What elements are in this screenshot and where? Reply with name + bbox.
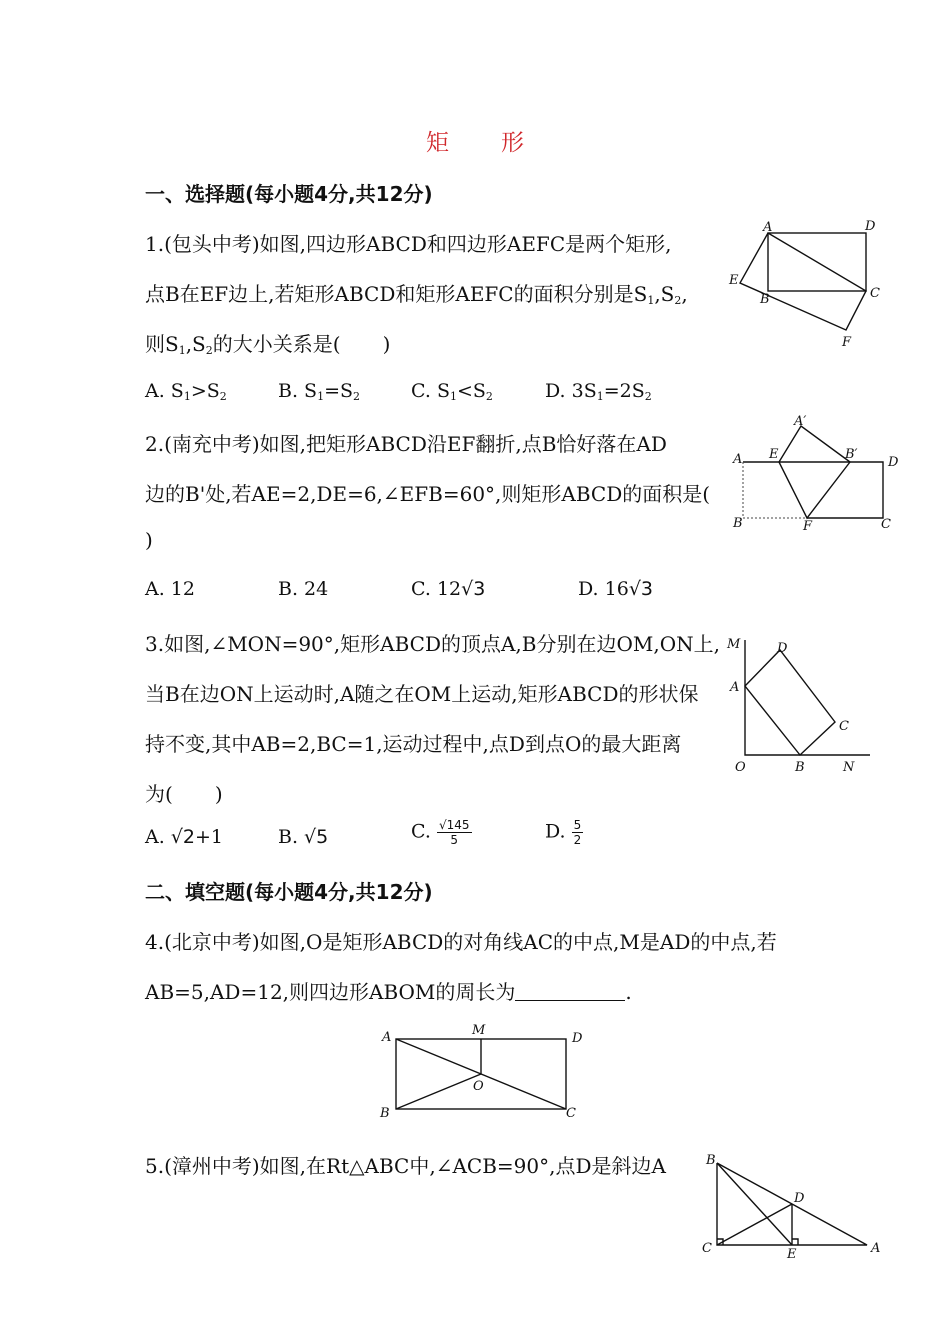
q5-label-e: E bbox=[787, 1247, 797, 1262]
q1-text: 的大小关系是( bbox=[212, 332, 341, 356]
q1-option-d: D. $3S_1=2S_2$ bbox=[545, 380, 652, 403]
page-title bbox=[0, 124, 950, 157]
q5-label-c: C bbox=[702, 1241, 712, 1256]
q2-option-b: B. 24 bbox=[278, 578, 329, 600]
q2-line-2: 边的B'处,若AE=2,DE=6,∠EFB=60°,则矩形ABCD的面积是( bbox=[145, 482, 711, 506]
q2-label-a-prime: A′ bbox=[794, 414, 807, 429]
q2-label-a: A bbox=[733, 452, 743, 467]
q2-label-f: F bbox=[803, 519, 813, 534]
q2-line-3: ) bbox=[145, 528, 153, 552]
q1-line-3 bbox=[145, 328, 390, 357]
q4-label-c: C bbox=[566, 1106, 576, 1121]
q2-line-1: 2.(南充中考)如图,把矩形ABCD沿EF翻折,点B恰好落在AD bbox=[145, 432, 667, 456]
q3-label-b: B bbox=[795, 760, 805, 775]
q3-line-3: 持不变,其中AB=2,BC=1,运动过程中,点D到点O的最大距离 bbox=[145, 732, 682, 756]
q1-sub: 2 bbox=[674, 294, 682, 307]
q4-figure bbox=[370, 1015, 600, 1125]
q1-line-2 bbox=[145, 278, 688, 307]
q4-label-b: B bbox=[380, 1106, 390, 1121]
q3-label-n: N bbox=[843, 760, 855, 775]
q3-figure bbox=[720, 628, 880, 778]
q3-option-b: B. √5 bbox=[278, 826, 329, 848]
q3-label-d: D bbox=[777, 641, 788, 656]
q3-line-4: 为( ) bbox=[145, 782, 223, 806]
q1-option-c: C. $S_1<S_2$ bbox=[411, 380, 493, 403]
q1-figure bbox=[720, 210, 900, 350]
q1-label-a: A bbox=[763, 220, 773, 235]
q2-label-e: E bbox=[769, 447, 779, 462]
q1-option-a: A. $S_1>S_2$ bbox=[145, 380, 227, 403]
q3-option-d: D. $\frac{5}{2}$ bbox=[545, 818, 582, 847]
q3-label-a: A bbox=[730, 680, 740, 695]
q1-text: ,S bbox=[185, 332, 206, 356]
q1-label-e: E bbox=[729, 273, 739, 288]
q1-sub: 1 bbox=[647, 294, 655, 307]
q4-line-2: AB=5,AD=12,则四边形ABOM的周长为 . bbox=[145, 980, 632, 1004]
q3-label-c: C bbox=[839, 719, 849, 734]
q1-label-c: C bbox=[870, 286, 880, 301]
q1-text: 则S bbox=[145, 332, 179, 356]
q1-line-1: 1.(包头中考)如图,四边形ABCD和四边形AEFC是两个矩形, bbox=[145, 232, 672, 256]
title-char-1: 矩 bbox=[426, 130, 449, 156]
q1-option-b: B. $S_1=S_2$ bbox=[278, 380, 360, 403]
q2-option-a: A. 12 bbox=[145, 578, 195, 600]
q2-label-b: B bbox=[733, 516, 743, 531]
q5-label-b: B bbox=[706, 1153, 716, 1168]
q2-option-c: C. 12√3 bbox=[411, 578, 486, 600]
q1-text: , bbox=[681, 282, 688, 306]
q4-label-o: O bbox=[473, 1079, 484, 1094]
q5-label-a: A bbox=[871, 1241, 881, 1256]
q2-option-d: D. 16√3 bbox=[578, 578, 654, 600]
q2-label-c: C bbox=[881, 517, 891, 532]
q5-label-d: D bbox=[794, 1191, 805, 1206]
q4-label-a: A bbox=[382, 1030, 392, 1045]
q3-option-a: A. √2+1 bbox=[145, 826, 224, 848]
section-heading-fill: 二、填空题(每小题4分,共12分) bbox=[145, 880, 433, 904]
q4-label-m: M bbox=[472, 1023, 486, 1038]
q1-label-d: D bbox=[865, 219, 876, 234]
q1-sub: 1 bbox=[178, 344, 186, 357]
q5-line-1: 5.(漳州中考)如图,在Rt△ABC中,∠ACB=90°,点D是斜边A bbox=[145, 1154, 666, 1178]
q2-label-b-prime: B′ bbox=[845, 447, 858, 462]
q3-label-o: O bbox=[735, 760, 746, 775]
q1-label-b: B bbox=[760, 292, 770, 307]
q1-label-f: F bbox=[842, 335, 852, 350]
q3-line-1: 3.如图,∠MON=90°,矩形ABCD的顶点A,B分别在边OM,ON上, bbox=[145, 632, 720, 656]
q3-line-2: 当B在边ON上运动时,A随之在OM上运动,矩形ABCD的形状保 bbox=[145, 682, 699, 706]
answer-blank[interactable] bbox=[515, 982, 625, 1001]
q3-label-m: M bbox=[727, 637, 741, 652]
section-heading-choice: 一、选择题(每小题4分,共12分) bbox=[145, 182, 433, 206]
q3-option-c: C. $\frac{√145}{5}$ bbox=[411, 818, 470, 847]
q4-label-d: D bbox=[572, 1031, 583, 1046]
q1-text: 点B在EF边上,若矩形ABCD和矩形AEFC的面积分别是S bbox=[145, 282, 648, 306]
q1-text: ) bbox=[382, 332, 391, 356]
q1-sub: 2 bbox=[205, 344, 213, 357]
q4-line-1: 4.(北京中考)如图,O是矩形ABCD的对角线AC的中点,M是AD的中点,若 bbox=[145, 930, 777, 954]
q1-text: ,S bbox=[654, 282, 675, 306]
q5-figure bbox=[695, 1148, 895, 1263]
title-char-2: 形 bbox=[501, 130, 524, 156]
q2-label-d: D bbox=[888, 455, 899, 470]
q2-figure bbox=[725, 408, 915, 538]
